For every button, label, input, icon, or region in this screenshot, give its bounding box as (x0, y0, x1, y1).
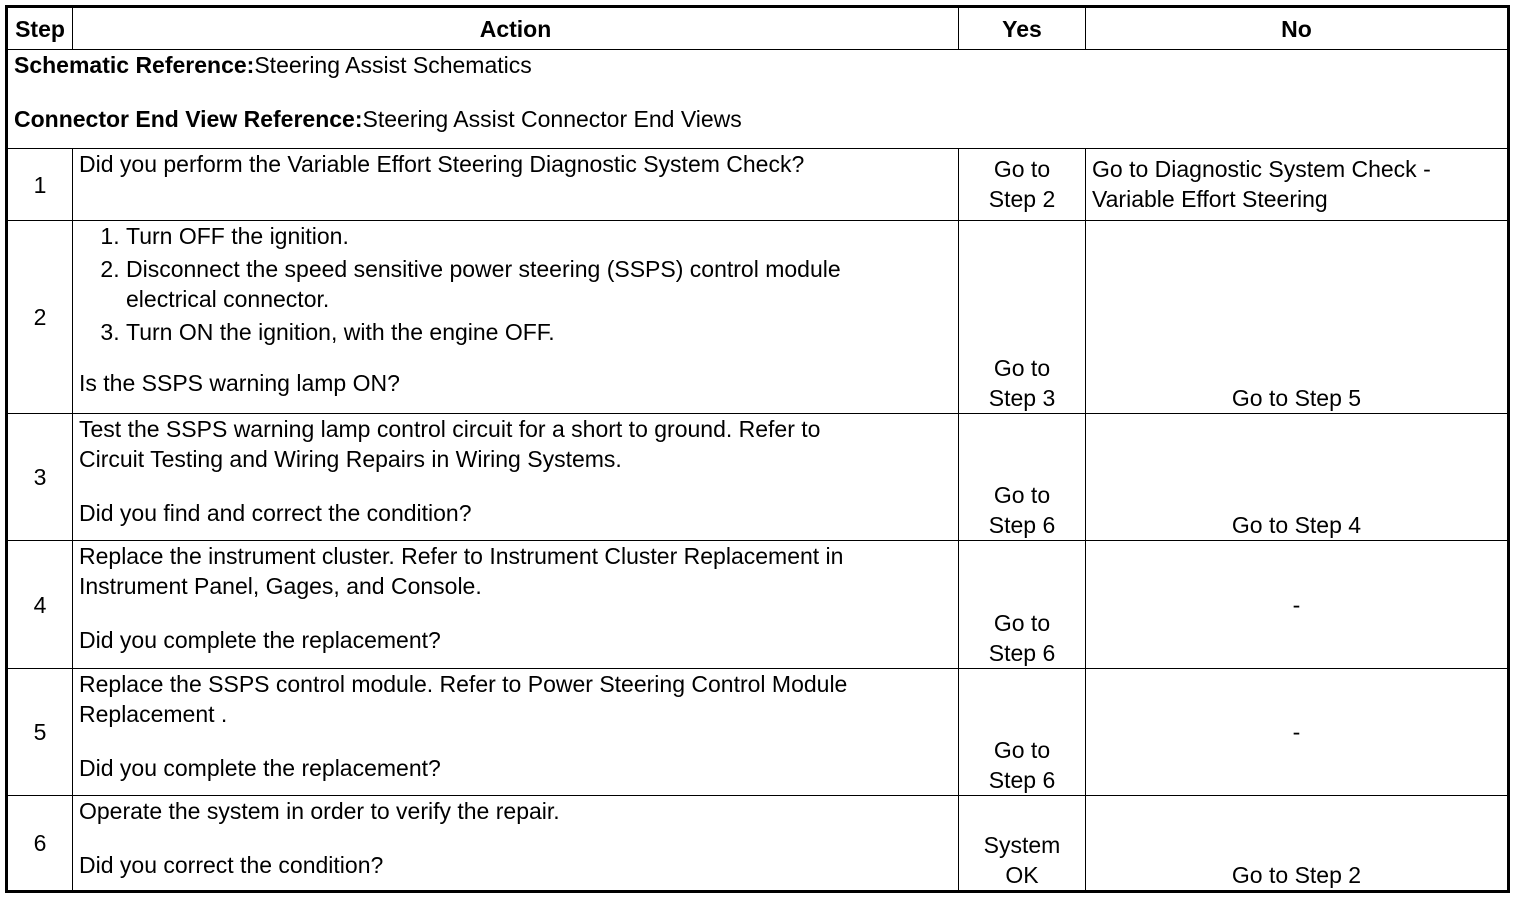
yes-line: Go to (993, 482, 1051, 508)
action-text: Replace the SSPS control module. Refer to Power Steering Control Module Replacement . (79, 671, 848, 727)
step-number: 1 (7, 149, 73, 221)
connector-reference-label: Connector End View Reference: (14, 106, 363, 132)
action-text: Replace the instrument cluster. Refer to Instrument Cluster Replacement in Instrument Panel, Gages, and Console. (79, 543, 844, 599)
no-cell: - (1086, 669, 1509, 796)
yes-line: OK (1005, 862, 1039, 888)
yes-line: Go to (993, 355, 1051, 381)
action-question: Did you find and correct the condition? (79, 500, 472, 526)
connector-reference (14, 104, 1501, 134)
action-cell (73, 541, 959, 669)
table-row (7, 541, 1509, 669)
no-cell: Go to Step 4 (1086, 414, 1509, 541)
action-cell (73, 221, 959, 414)
action-question: Is the SSPS warning lamp ON? (79, 370, 400, 396)
yes-cell (959, 149, 1086, 221)
action-text: Did you perform the Variable Effort Steering Diagnostic System Check? (79, 151, 805, 177)
no-line: Variable Effort Steering (1092, 186, 1328, 212)
yes-line: Go to (993, 610, 1051, 636)
action-list (79, 221, 952, 347)
no-cell: Go to Step 2 (1086, 796, 1509, 892)
step-number: 5 (7, 669, 73, 796)
yes-cell (959, 541, 1086, 669)
action-text: Operate the system in order to verify the repair. (79, 798, 560, 824)
action-cell (73, 149, 959, 221)
yes-line: Step 2 (988, 186, 1056, 212)
yes-line: System (983, 832, 1061, 858)
yes-cell (959, 796, 1086, 892)
action-question: Did you correct the condition? (79, 852, 384, 878)
action-question: Did you complete the replacement? (79, 627, 441, 653)
step-number: 6 (7, 796, 73, 892)
yes-line: Go to (993, 156, 1051, 182)
schematic-reference (14, 50, 1501, 80)
action-question: Did you complete the replacement? (79, 755, 441, 781)
step-number: 4 (7, 541, 73, 669)
list-item: 1. Turn OFF the ignition. (126, 221, 952, 251)
yes-line: Step 6 (988, 640, 1056, 666)
table-row (7, 414, 1509, 541)
list-item: 3. Turn ON the ignition, with the engine OFF. (126, 317, 952, 347)
list-item: 2. Disconnect the speed sensitive power steering (SSPS) control module electrical connector. (126, 254, 952, 314)
header-no: No (1086, 7, 1509, 50)
yes-cell (959, 221, 1086, 414)
no-line: Go to Diagnostic System Check - (1092, 156, 1431, 182)
header-step: Step (7, 7, 73, 50)
no-cell (1086, 149, 1509, 221)
table-row (7, 221, 1509, 414)
header-action: Action (73, 7, 959, 50)
yes-line: Step 6 (988, 767, 1056, 793)
connector-reference-value: Steering Assist Connector End Views (362, 106, 742, 132)
action-cell (73, 414, 959, 541)
step-number: 2 (7, 221, 73, 414)
table-row (7, 669, 1509, 796)
action-cell (73, 669, 959, 796)
references-cell (7, 50, 1509, 149)
no-cell: - (1086, 541, 1509, 669)
action-text: Test the SSPS warning lamp control circuit for a short to ground. Refer to Circuit Testing and Wiring Repairs in Wiring Systems. (79, 416, 821, 472)
action-cell (73, 796, 959, 892)
table-row (7, 149, 1509, 221)
references-row (7, 50, 1509, 149)
schematic-reference-label: Schematic Reference: (14, 52, 255, 78)
diagnostic-table (5, 5, 1510, 893)
header-yes: Yes (959, 7, 1086, 50)
yes-line: Go to (993, 737, 1051, 763)
schematic-reference-value: Steering Assist Schematics (254, 52, 532, 78)
table-row (7, 796, 1509, 892)
yes-line: Step 6 (988, 512, 1056, 538)
header-row (7, 7, 1509, 50)
yes-cell (959, 669, 1086, 796)
step-number: 3 (7, 414, 73, 541)
yes-line: Step 3 (988, 385, 1056, 411)
no-cell: Go to Step 5 (1086, 221, 1509, 414)
yes-cell (959, 414, 1086, 541)
